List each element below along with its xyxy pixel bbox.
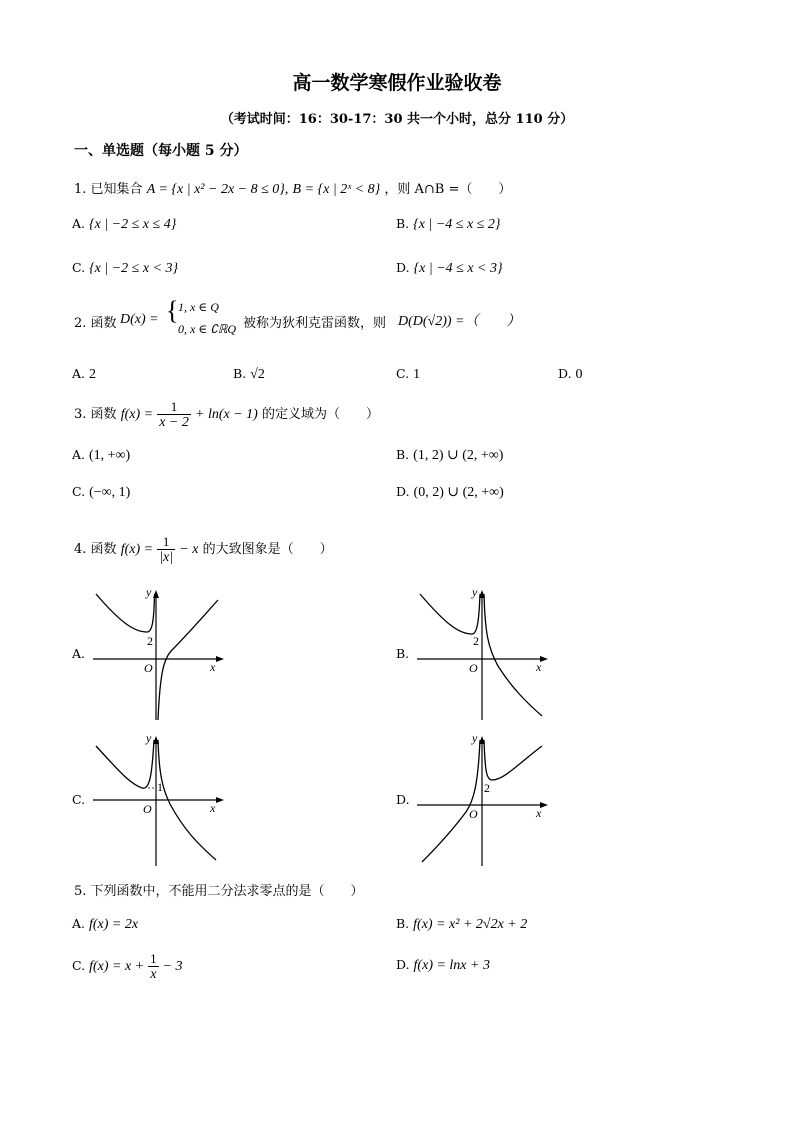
option-text: {x | −4 ≤ x < 3} (413, 261, 503, 276)
question-1-stem (74, 178, 511, 198)
option-label: A. (72, 447, 86, 462)
q3-option-d[interactable] (396, 484, 504, 501)
q2-case-1: 1, x ∈ Q (178, 300, 219, 314)
q4-option-d-label[interactable]: D. (396, 792, 410, 807)
option-text: f(x) = 2x (89, 917, 139, 932)
q3-stem-text: 3. 函数 (74, 407, 117, 422)
option-text: 1 (413, 367, 421, 382)
q5-option-a[interactable] (72, 916, 138, 933)
q4-option-c-label[interactable]: C. (72, 792, 86, 807)
q5-c-den: x (150, 967, 157, 982)
option-text: (−∞, 1) (89, 485, 131, 500)
x-label: x (536, 806, 542, 820)
curve-right (484, 594, 542, 716)
y-label: y (146, 585, 152, 599)
option-text: f(x) = lnx + 3 (413, 958, 490, 973)
q1-sep: , (284, 182, 289, 197)
option-text: (1, 2) ∪ (2, +∞) (413, 448, 504, 463)
option-text: √2 (250, 367, 265, 382)
q5-c-num: 1 (150, 951, 157, 966)
y-label: y (472, 731, 478, 745)
option-label: B. (396, 216, 410, 231)
q1-ask: ，则 A∩B =（ ） (384, 182, 512, 197)
curve-left (420, 594, 480, 634)
q1-option-b[interactable] (396, 216, 500, 233)
option-label: C. (72, 484, 86, 499)
q4-option-a-label[interactable]: A. (72, 646, 86, 661)
y-label: y (472, 585, 478, 599)
page-title: 高一数学寒假作业验收卷 (292, 72, 502, 94)
q5-option-d[interactable] (396, 957, 490, 974)
mark-label: 2 (147, 634, 153, 648)
option-label: B. (396, 916, 410, 931)
q4-ask: 的大致图象是（ ） (202, 542, 333, 557)
q5-c-fraction (148, 951, 159, 982)
option-label: B. (233, 366, 247, 381)
option-text: {x | −2 ≤ x < 3} (89, 261, 179, 276)
q4-graph-d[interactable] (414, 728, 554, 870)
q1-set-b: B = {x | 2ˣ < 8} (292, 182, 381, 197)
option-text: {x | −4 ≤ x ≤ 2} (413, 217, 501, 232)
option-text: {x | −2 ≤ x ≤ 4} (89, 217, 177, 232)
option-text: 2 (89, 367, 96, 382)
option-label: D. (396, 260, 410, 275)
q3-option-c[interactable] (72, 484, 130, 501)
q2-mid: 被称为狄利克雷函数，则 (243, 316, 387, 331)
option-label: D. (396, 484, 410, 499)
mark-label: 1 (157, 780, 163, 794)
q2-case-2: 0, x ∈ ∁ℝQ (178, 322, 237, 336)
q4-graph-c[interactable] (90, 728, 230, 870)
option-label: C. (396, 366, 410, 381)
origin-label: O (144, 661, 153, 675)
q3-num: 1 (157, 399, 191, 415)
q3-rest: + ln(x − 1) (195, 407, 258, 422)
option-label: A. (72, 366, 86, 381)
curve-right (484, 740, 542, 780)
curve-left (96, 594, 155, 632)
q4-num: 1 (157, 534, 175, 550)
question-4-stem (74, 530, 333, 570)
q4-rest: − x (179, 542, 199, 557)
curve-right (158, 600, 218, 720)
option-label: C. (72, 958, 86, 973)
origin-label: O (469, 661, 478, 675)
q1-option-a[interactable] (72, 216, 176, 233)
q4-stem-text: 4. 函数 (74, 542, 117, 557)
mark-label: 2 (473, 634, 479, 648)
option-text-pre: f(x) = x + (89, 959, 145, 974)
x-arrow (216, 656, 224, 662)
q1-set-a: A = {x | x² − 2x − 8 ≤ 0} (146, 182, 285, 197)
origin-label: O (469, 807, 478, 821)
question-3-stem (74, 396, 379, 434)
x-label: x (210, 660, 216, 674)
option-label: C. (72, 260, 86, 275)
x-label: x (536, 660, 542, 674)
q3-fraction (157, 399, 191, 430)
q2-option-b[interactable] (233, 366, 265, 383)
curve-left (422, 740, 480, 862)
q4-fn: f(x) = (120, 542, 154, 557)
q3-option-b[interactable] (396, 447, 503, 464)
option-text: (1, +∞) (89, 448, 131, 463)
q2-fn: D(x) = (120, 312, 159, 327)
option-text: f(x) = x² + 2√2x + 2 (413, 917, 528, 932)
q2-option-a[interactable] (72, 366, 96, 383)
option-label: A. (72, 916, 86, 931)
q1-stem-text: 1. 已知集合 (74, 182, 143, 197)
q4-graph-b[interactable] (414, 582, 554, 724)
option-label: D. (558, 366, 572, 381)
q1-option-d[interactable] (396, 260, 503, 277)
q3-option-a[interactable] (72, 447, 130, 464)
section-heading: 一、单选题（每小题 5 分） (74, 143, 248, 159)
option-text-post: − 3 (162, 959, 183, 974)
q2-stem-text: 2. 函数 (74, 316, 117, 331)
mark-label: 2 (484, 781, 490, 795)
x-arrow (216, 797, 224, 803)
q1-option-c[interactable] (72, 260, 178, 277)
option-label: D. (396, 957, 410, 972)
y-label: y (146, 731, 152, 745)
q5-option-c[interactable] (72, 948, 183, 985)
q3-den: x − 2 (159, 415, 189, 430)
curve-left (96, 740, 154, 788)
exam-info: （考试时间：16：30-17：30 共一个小时，总分 110 分） (220, 112, 574, 127)
option-label: B. (396, 447, 410, 462)
q2-expr: D(D(√2)) =（ ） (398, 314, 521, 329)
q4-option-b-label[interactable]: B. (396, 646, 410, 661)
option-label: A. (72, 216, 86, 231)
option-text: 0 (575, 367, 583, 382)
q2-brace: { (166, 296, 179, 325)
origin-label: O (143, 802, 152, 816)
question-5-stem: 5. 下列函数中，不能用二分法求零点的是（ ） (74, 884, 364, 899)
option-text: (0, 2) ∪ (2, +∞) (413, 485, 504, 500)
q4-fraction (157, 534, 175, 565)
q3-fn: f(x) = (120, 407, 154, 422)
x-label: x (210, 801, 216, 815)
q4-den: |x| (159, 550, 174, 565)
q2-option-d[interactable] (558, 366, 583, 383)
q2-option-c[interactable] (396, 366, 420, 383)
q5-option-b[interactable] (396, 916, 527, 933)
q3-ask: 的定义域为（ ） (261, 407, 379, 422)
q4-graph-a[interactable] (90, 582, 230, 724)
